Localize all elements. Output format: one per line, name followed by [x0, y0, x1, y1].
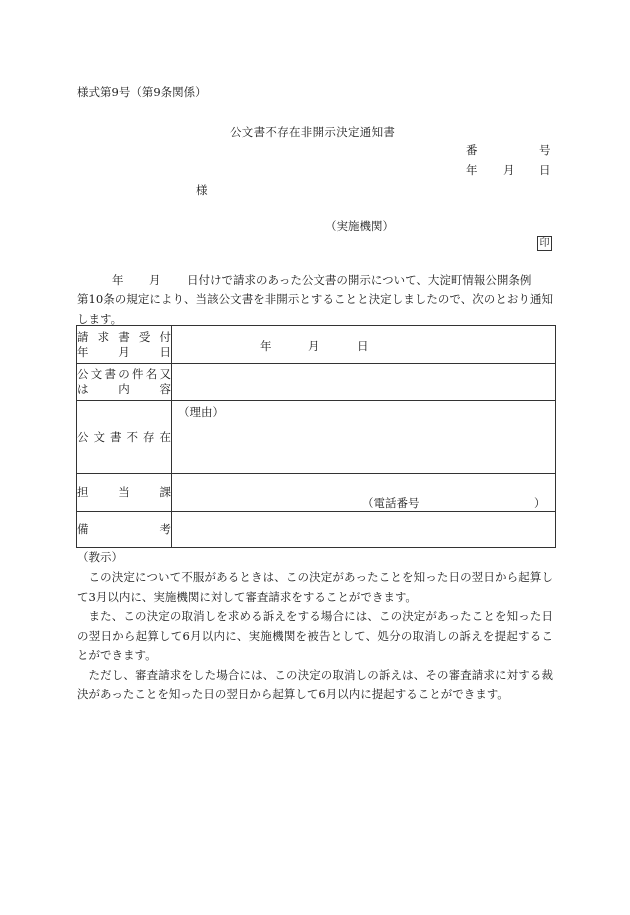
receipt-year: 年	[260, 339, 272, 353]
subject-cell[interactable]	[172, 364, 556, 401]
label-char: 件	[132, 367, 144, 381]
number-char-go: 号	[539, 143, 551, 157]
label-char: 内	[118, 382, 130, 396]
subject-row	[77, 364, 556, 401]
nonexist-label	[77, 401, 172, 474]
label-char: 月	[118, 344, 130, 359]
instruction-paragraph-1: この決定について不服があるときは、この決定があったことを知った日の翌日から起算して3月以内に、実施機関に対して審査請求をすることができます。	[77, 570, 553, 604]
subject-label-line2	[77, 382, 171, 397]
remarks-row	[77, 512, 556, 548]
date-month-char: 月	[503, 163, 515, 177]
label-char: 請	[77, 329, 89, 344]
label-char: 書	[104, 367, 116, 381]
label-char: 書	[118, 329, 130, 344]
label-char: 日	[159, 344, 171, 359]
intro-year: 年	[112, 273, 124, 287]
receipt-date-cell[interactable]	[172, 326, 556, 364]
label-char: 書	[110, 429, 122, 444]
subject-label-line1	[77, 367, 171, 382]
label-char: 存	[143, 429, 155, 444]
label-char: 名	[145, 367, 158, 381]
label-char: 付	[159, 329, 171, 344]
section-row	[77, 474, 556, 512]
reason-cell[interactable]	[172, 401, 556, 474]
intro-paragraph	[77, 290, 553, 329]
receipt-month: 月	[308, 339, 320, 353]
number-char-ban: 番	[466, 143, 478, 157]
label-char: の	[118, 367, 130, 381]
label-char: 年	[77, 344, 89, 359]
label-char: 当	[118, 485, 130, 499]
instruction-paragraph-2: また、この決定の取消しを求める訴えをする場合には、この決定があったことを知った日の翌日から起算して6月以内に、実施機関を被告として、処分の取消しの訴えを提起することができます。	[77, 609, 553, 662]
label-char: 在	[159, 429, 171, 444]
instruction-paragraph-3: ただし、審査請求をした場合には、この決定の取消しの訴えは、その審査請求に対する裁決があったことを知った日の翌日から起算して6月以内に提起することができます。	[77, 667, 553, 701]
agency-label: （実施機関）	[325, 219, 394, 233]
label-char: 求	[97, 329, 110, 344]
seal-char: 印	[539, 238, 550, 249]
section-label-line	[77, 485, 171, 500]
label-char: 文	[90, 367, 103, 381]
receipt-label-line2	[77, 345, 171, 360]
instruction-body	[77, 568, 553, 705]
label-char: 容	[159, 382, 171, 396]
reason-label: （理由）	[178, 405, 224, 419]
label-char: 備	[77, 522, 89, 536]
section-cell[interactable]	[172, 474, 556, 512]
label-char: 担	[77, 485, 89, 499]
intro-line1-text: 日付けで請求のあった公文書の開示について、大淀町情報公開条例	[187, 273, 532, 287]
phone-label: （電話番号	[362, 496, 420, 510]
label-char: 公	[77, 367, 89, 381]
section-label	[77, 474, 172, 512]
label-char: 公	[77, 429, 89, 444]
seal-mark	[537, 236, 552, 251]
phone-close: ）	[534, 496, 546, 510]
intro-rest: 第10条の規定により、当該公文書を非開示とすることと決定しましたので、次のとおり通知します。	[77, 292, 553, 326]
receipt-label-line1	[77, 330, 171, 345]
remarks-cell[interactable]	[172, 512, 556, 548]
subject-label	[77, 364, 172, 401]
remarks-label	[77, 512, 172, 548]
label-char: 受	[138, 329, 151, 344]
instruction-heading: （教示）	[77, 550, 123, 564]
form-number: 様式第9号（第9条関係）	[77, 85, 207, 99]
label-char: は	[77, 382, 89, 396]
date-year-char: 年	[466, 163, 478, 177]
remarks-label-line	[77, 522, 171, 537]
receipt-row	[77, 326, 556, 364]
receipt-label	[77, 326, 172, 364]
nonexist-row	[77, 401, 556, 474]
label-char: 又	[159, 367, 171, 381]
nonexist-label-line	[77, 430, 171, 445]
date-day-char: 日	[539, 163, 551, 177]
label-char: 不	[126, 429, 138, 444]
addressee-suffix: 様	[196, 183, 208, 197]
receipt-day: 日	[357, 339, 369, 353]
notice-form-table	[76, 325, 556, 548]
label-char: 文	[93, 429, 105, 444]
label-char: 考	[159, 522, 171, 536]
document-title: 公文書不存在非開示決定通知書	[230, 125, 396, 139]
intro-month: 月	[149, 273, 161, 287]
label-char: 課	[159, 485, 171, 499]
